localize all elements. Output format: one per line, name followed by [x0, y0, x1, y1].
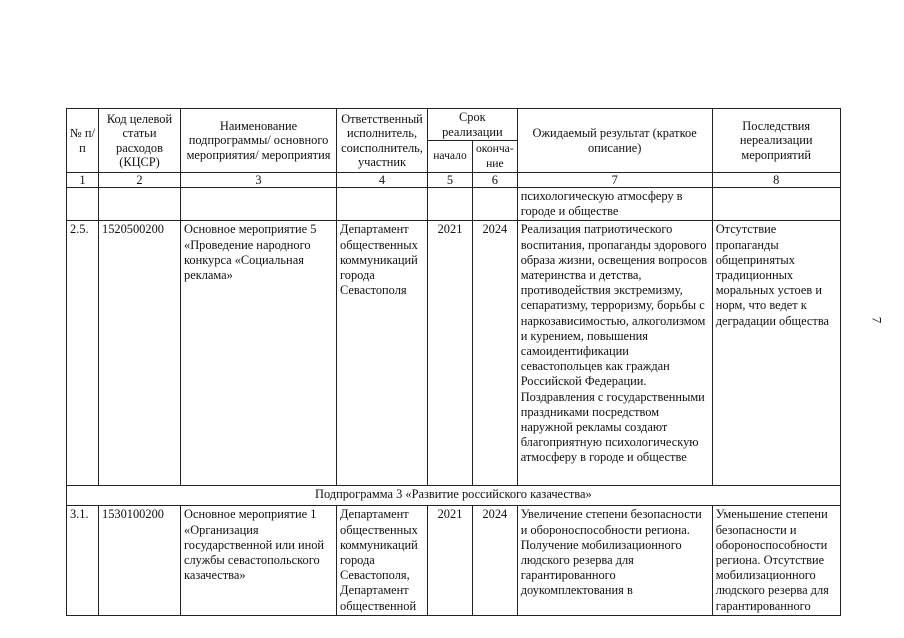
row-result: Увеличение степени безопасности и обороноспособности региона. Получение мобилизационного людского резерва для гарантированного доукомплектования в — [517, 506, 712, 615]
header-row — [67, 109, 841, 141]
header-result: Ожидаемый результат (краткое описание) — [517, 109, 712, 173]
header-code: Код целевой статьи расходов (КЦСР) — [99, 109, 181, 173]
column-number: 3 — [181, 173, 337, 188]
table-row — [67, 506, 841, 615]
row-code: 1520500200 — [99, 221, 181, 486]
header-num: № п/п — [67, 109, 99, 173]
header-start: начало — [428, 141, 473, 173]
column-number-row — [67, 173, 841, 188]
row-start: 2021 — [428, 506, 473, 615]
header-name: Наименование подпрограммы/ основного мероприятия/ мероприятия — [181, 109, 337, 173]
row-consequences: Отсутствие пропаганды общепринятых традиционных моральных устоев и норм, что ведет к деградации общества — [712, 221, 840, 486]
row-number: 2.5. — [67, 221, 99, 486]
column-number: 2 — [99, 173, 181, 188]
row-number: 3.1. — [67, 506, 99, 615]
column-number: 7 — [517, 173, 712, 188]
column-number: 5 — [428, 173, 473, 188]
header-period: Срок реализации — [428, 109, 518, 141]
row-end: 2024 — [473, 221, 518, 486]
page-number: 7 — [869, 316, 885, 324]
continued-row — [67, 188, 841, 221]
subprogram-title: Подпрограмма 3 «Развитие российского казачества» — [67, 486, 841, 506]
row-executor: Департамент общественных коммуникаций города Севастополя — [337, 221, 428, 486]
column-number: 4 — [337, 173, 428, 188]
row-end: 2024 — [473, 506, 518, 615]
header-consequences: Последствия нереализации мероприятий — [712, 109, 840, 173]
row-executor: Департамент общественных коммуникаций города Севастополя, Департамент общественной — [337, 506, 428, 615]
column-number: 8 — [712, 173, 840, 188]
table-row — [67, 221, 841, 486]
program-table — [66, 108, 841, 616]
row-name: Основное мероприятие 1 «Организация государственной или иной службы севастопольского казачества» — [181, 506, 337, 615]
header-end: оконча-ние — [473, 141, 518, 173]
column-number: 6 — [473, 173, 518, 188]
row-name: Основное мероприятие 5 «Проведение народного конкурса «Социальная реклама» — [181, 221, 337, 486]
row-start: 2021 — [428, 221, 473, 486]
column-number: 1 — [67, 173, 99, 188]
header-executor: Ответственный исполнитель, соисполнитель, участник — [337, 109, 428, 173]
continued-result: психологическую атмосферу в городе и обществе — [517, 188, 712, 221]
row-code: 1530100200 — [99, 506, 181, 615]
subprogram-row — [67, 486, 841, 506]
row-consequences: Уменьшение степени безопасности и обороноспособности региона. Отсутствие мобилизационного людского резерва для гарантированного — [712, 506, 840, 615]
row-result: Реализация патриотического воспитания, пропаганды здорового образа жизни, освещения вопросов материнства и детства, противодействия экстремизму, сепаратизму, терроризму, борьбы с наркозависимостью, алкоголизмом и курением, повышения самоидентификации севастопольцев как граждан Российской Федерации. Поздравления с государственными праздниками посредством наружной рекламы создают благоприятную психологическую атмосферу в городе и обществе — [517, 221, 712, 486]
